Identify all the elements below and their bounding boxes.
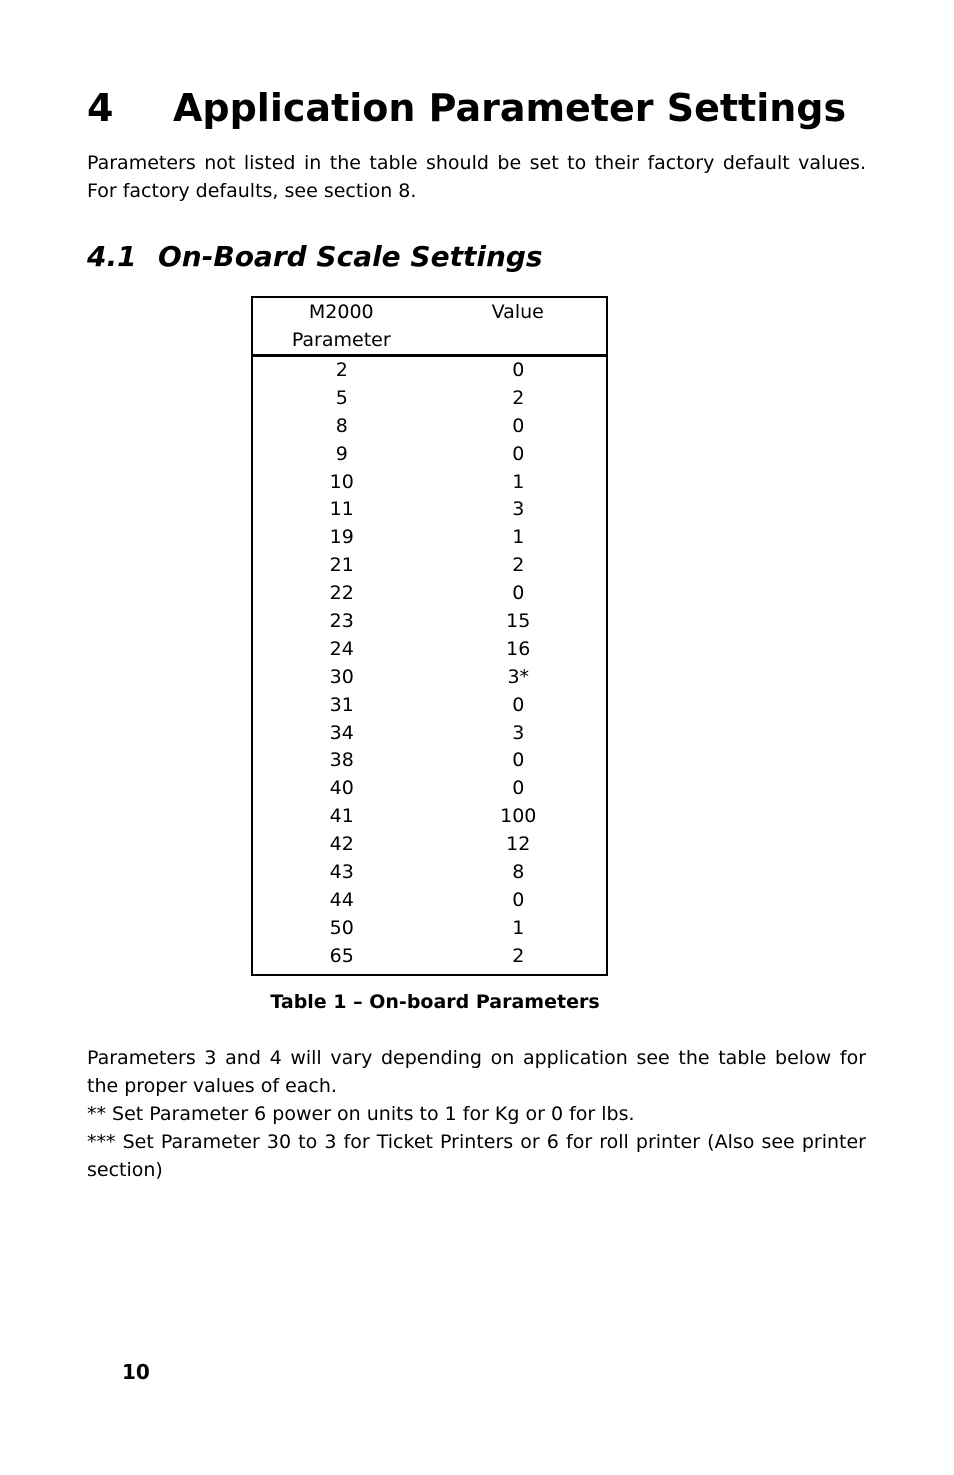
- param-cell: 21: [329, 554, 354, 577]
- table-row: [253, 357, 606, 385]
- value-column-header: Value: [491, 301, 544, 323]
- table-body: [253, 357, 606, 971]
- section-heading: [87, 238, 543, 276]
- value-cell: 0: [512, 888, 525, 911]
- value-cell: 0: [512, 777, 525, 800]
- section-number: 4.1: [87, 240, 137, 273]
- table-row: [253, 524, 606, 552]
- note-paragraph: *** Set Parameter 30 to 3 for Ticket Printers or 6 for roll printer (Also see printer section): [87, 1131, 866, 1181]
- table-row: [253, 664, 606, 692]
- table-row: [253, 496, 606, 524]
- param-cell: 22: [329, 582, 354, 605]
- value-cell: 12: [506, 833, 531, 856]
- value-cell: 1: [512, 916, 525, 939]
- table-row: [253, 775, 606, 803]
- param-cell: 23: [329, 610, 354, 633]
- table-row: [253, 441, 606, 469]
- parameters-table: [251, 296, 608, 976]
- param-cell: 2: [335, 359, 348, 381]
- param-cell: 10: [329, 470, 354, 493]
- table-caption: Table 1 – On-board Parameters: [270, 991, 600, 1013]
- table-row: [253, 803, 606, 831]
- chapter-title: Application Parameter Settings: [173, 86, 847, 130]
- table-row: [253, 385, 606, 413]
- table-row: [253, 552, 606, 580]
- value-cell: 2: [512, 554, 525, 577]
- intro-paragraph: Parameters not listed in the table should be set to their factory default values. For factory defaults, see section 8.: [87, 152, 866, 202]
- chapter-number: 4: [87, 86, 114, 130]
- value-cell: 3*: [507, 665, 530, 688]
- param-header-line1: M2000: [308, 301, 374, 323]
- table-row: [253, 413, 606, 441]
- param-cell: 8: [335, 414, 348, 437]
- table-row: [253, 943, 606, 971]
- param-cell: 50: [329, 916, 354, 939]
- value-cell: 0: [512, 442, 525, 465]
- notes-block: [87, 1044, 866, 1184]
- param-cell: 42: [329, 833, 354, 856]
- table-row: [253, 887, 606, 915]
- section-title: On-Board Scale Settings: [158, 240, 543, 273]
- table-row: [253, 859, 606, 887]
- param-cell: 19: [329, 526, 354, 549]
- table-row: [253, 469, 606, 497]
- param-cell: 43: [329, 861, 354, 884]
- page-number: 10: [122, 1360, 150, 1384]
- value-cell: 2: [512, 386, 525, 409]
- param-cell: 34: [329, 721, 354, 744]
- table-row: [253, 636, 606, 664]
- param-cell: 5: [335, 386, 348, 409]
- chapter-heading: [87, 84, 846, 132]
- param-cell: 65: [329, 944, 354, 967]
- param-cell: 11: [329, 498, 354, 521]
- value-cell: 2: [512, 944, 525, 967]
- note-paragraph: ** Set Parameter 6 power on units to 1 for Kg or 0 for lbs.: [87, 1103, 635, 1125]
- table-row: [253, 692, 606, 720]
- table-row: [253, 747, 606, 775]
- table-header: [253, 298, 606, 357]
- param-cell: 31: [329, 693, 354, 716]
- table-row: [253, 720, 606, 748]
- param-cell: 9: [335, 442, 348, 465]
- table-row: [253, 608, 606, 636]
- value-cell: 1: [512, 470, 525, 493]
- param-header-line2: Parameter: [291, 329, 391, 351]
- value-cell: 8: [512, 861, 525, 884]
- param-column-header: [253, 298, 430, 354]
- value-cell: 100: [500, 805, 537, 828]
- value-cell: 15: [506, 610, 531, 633]
- value-cell: 16: [506, 637, 531, 660]
- param-cell: 44: [329, 888, 354, 911]
- value-cell: 0: [512, 749, 525, 772]
- value-cell: 0: [512, 582, 525, 605]
- param-cell: 40: [329, 777, 354, 800]
- table-row: [253, 831, 606, 859]
- value-cell: 3: [512, 498, 525, 521]
- param-cell: 41: [329, 805, 354, 828]
- value-cell: 0: [512, 693, 525, 716]
- value-cell: 0: [512, 414, 525, 437]
- param-cell: 38: [329, 749, 354, 772]
- value-cell: 3: [512, 721, 525, 744]
- param-cell: 24: [329, 637, 354, 660]
- value-cell: 0: [512, 359, 525, 381]
- note-paragraph: Parameters 3 and 4 will vary depending on application see the table below for the proper values of each.: [87, 1047, 866, 1097]
- table-row: [253, 580, 606, 608]
- param-cell: 30: [329, 665, 354, 688]
- value-cell: 1: [512, 526, 525, 549]
- table-row: [253, 915, 606, 943]
